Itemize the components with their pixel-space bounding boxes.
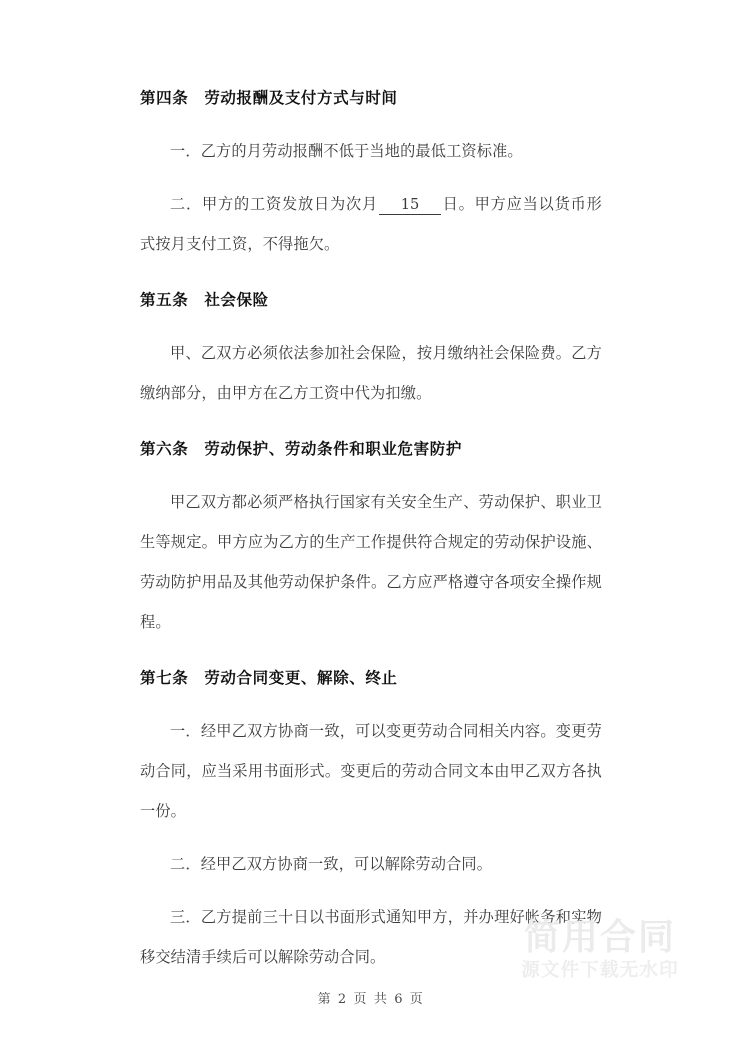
- watermark-title: 简用合同: [523, 917, 676, 958]
- spacer: [140, 264, 602, 280]
- section-7-item-2: [140, 844, 602, 884]
- section-5-body-text: 甲、乙双方必须依法参加社会保险，按月缴纳社会保险费。乙方缴纳部分，由甲方在乙方工资中代为扣缴。: [140, 344, 602, 402]
- spacer: [140, 118, 602, 131]
- section-heading-6-title: 劳动保护、劳动条件和职业危害防护: [204, 440, 462, 458]
- page-footer: 第 2 页 共 6 页: [317, 992, 425, 1007]
- spacer: [140, 320, 602, 333]
- section-heading-7-number: 第七条: [140, 669, 189, 687]
- section-4-item-2-text-before: 甲方的工资发放日为次月: [202, 195, 378, 213]
- section-7-item-1-label: 一．: [170, 722, 201, 740]
- section-7-item-2-label: 二．: [170, 855, 201, 873]
- section-7-item-3-text: 乙方提前三十日以书面形式通知甲方，并办理好帐务和实物移交结清手续后可以解除劳动合同。: [140, 908, 602, 966]
- spacer: [140, 884, 602, 897]
- spacer: [140, 698, 602, 711]
- section-6-body-text: 甲乙双方都必须严格执行国家有关安全生产、劳动保护、职业卫生等规定。甲方应为乙方的生产工作提供符合规定的劳动保护设施、劳动防护用品及其他劳动保护条件。乙方应严格遵守各项安全操作规程。: [140, 493, 602, 631]
- section-heading-4: [140, 78, 602, 118]
- section-heading-7: [140, 658, 602, 698]
- section-heading-5-title: 社会保险: [204, 291, 269, 309]
- document-body: [140, 78, 602, 977]
- section-7-item-1-text: 经甲乙双方协商一致，可以变更劳动合同相关内容。变更劳动合同，应当采用书面形式。变更后的劳动合同文本由甲乙双方各执一份。: [140, 722, 602, 820]
- section-heading-7-title: 劳动合同变更、解除、终止: [204, 669, 398, 687]
- spacer: [140, 469, 602, 482]
- section-4-item-1-text: 乙方的月劳动报酬不低于当地的最低工资标准。: [200, 142, 523, 160]
- spacer: [140, 171, 602, 184]
- section-4-item-1: [140, 131, 602, 171]
- section-4-item-1-label: 一．: [170, 142, 201, 160]
- spacer: [140, 831, 602, 844]
- spacer: [140, 413, 602, 429]
- section-6-body: [140, 482, 602, 642]
- section-heading-6: [140, 429, 602, 469]
- section-7-item-1: [140, 711, 602, 831]
- section-4-item-2-text-after: 日。甲方应当以货币形式按月支付工资，不得拖欠。: [140, 195, 602, 253]
- section-heading-4-title: 劳动报酬及支付方式与时间: [204, 89, 398, 107]
- section-4-item-2: [140, 184, 602, 264]
- section-heading-4-number: 第四条: [140, 89, 189, 107]
- section-7-item-3: [140, 897, 602, 977]
- pay-day-fill-in[interactable]: 15: [379, 197, 441, 215]
- watermark-subtitle: 源文件下载无水印: [521, 960, 679, 981]
- section-heading-5-number: 第五条: [140, 291, 189, 309]
- spacer: [140, 642, 602, 658]
- section-4-item-2-label: 二．: [170, 195, 202, 213]
- section-7-item-2-text: 经甲乙双方协商一致，可以解除劳动合同。: [200, 855, 493, 873]
- section-5-body: [140, 333, 602, 413]
- section-heading-5: [140, 280, 602, 320]
- section-7-item-3-label: 三．: [170, 908, 201, 926]
- section-heading-6-number: 第六条: [140, 440, 189, 458]
